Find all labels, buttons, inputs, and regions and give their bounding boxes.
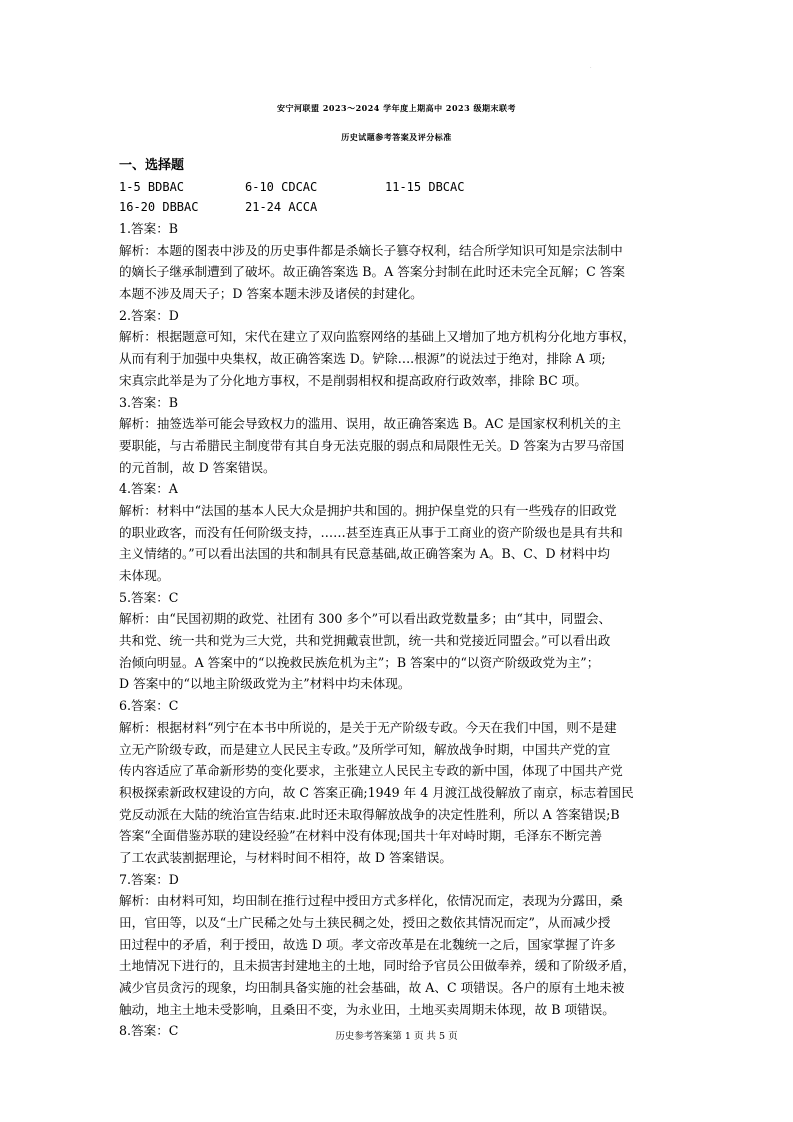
scan-dot: · (590, 65, 592, 71)
body-line: 1.答案：B (119, 221, 179, 236)
body-line: 的嫡长子继承制遭到了破坏。故正确答案选 B。A 答案分封制在此时还未完全瓦解；C 答案 (119, 264, 625, 280)
body-line: 减少官员贪污的现象，均田制具备实施的社会基础，故 A、C 项错误。各户的原有土地未被 (119, 980, 625, 996)
body-line: 2.答案：D (119, 307, 179, 323)
body-line: 党反动派在大陆的统治宣告结束.此时还未取得解放战争的决定性胜利，所以 A 答案错误;B (119, 806, 620, 822)
section-heading: 一、选择题 (119, 158, 185, 173)
body-line: 治倾向明显。A 答案中的“以挽救民族危机为主”；B 答案中的“以资产阶级政党为主”； (119, 654, 600, 670)
body-line: 6.答案：C (119, 698, 179, 714)
document-subtitle: 历史试题参考答案及评分标准 (341, 132, 452, 142)
body-line: 田过程中的矛盾，利于授田，故选 D 项。孝文帝改革是在北魏统一之后，国家掌握了许多 (119, 936, 616, 952)
body-line: 宋真宗此举是为了分化地方事权，不是削弱相权和提高政府行政效率，排除 BC 项。 (119, 372, 587, 388)
body-line: 答案“全面借鉴苏联的建设经验”在材料中没有体现;国共十年对峙时期，毛泽东不断完善 (119, 828, 603, 844)
body-line: 从而有利于加强中央集权，故正确答案选 D。铲除….根源”的说法过于绝对，排除 A 项; (119, 351, 606, 367)
body-line: 积极探索新政权建设的方向，故 C 答案正确;1949 年 4 月渡江战役解放了南京，标志着国民 (119, 784, 634, 800)
body-line: 触动，地主土地未受影响，且桑田不变，为永业田，土地买卖周期未体现，故 B 项错误。 (119, 1001, 615, 1017)
answer-key-cell: 21-24 ACCA (245, 200, 318, 214)
body-line: 7.答案：D (119, 871, 179, 887)
body-line: 土地情况下进行的，且未损害封建地主的土地，同时给予官员公田做奉养，缓和了阶级矛盾， (119, 958, 636, 974)
body-line: 主义情绪的。”可以看出法国的共和制具有民意基础,故正确答案为 A。B、C、D 材料中均 (119, 546, 611, 562)
body-line: 要职能，与古希腊民主制度带有其自身无法克服的弱点和局限性无关。D 答案为古罗马帝国 (119, 437, 625, 453)
body-line: 解析：由材料可知，均田制在推行过程中授田方式多样化，依情况而定，表现为分露田，桑 (119, 893, 623, 909)
body-line: 田，官田等，以及“土广民稀之处与土狭民稠之处，授田之数依其情况而定”，从而减少授 (119, 915, 611, 930)
body-line: 本题不涉及周天子；D 答案本题未涉及诸侯的封建化。 (119, 286, 423, 302)
body-line: 共和党、统一共和党为三大党，共和党拥戴袁世凯，统一共和党接近同盟会。”可以看出政 (119, 633, 611, 649)
body-line: 未体现。 (119, 568, 170, 583)
body-line: 的元首制，故 D 答案错误。 (119, 459, 276, 475)
body-line: D 答案中的“以地主阶级政党为主”材料中均未体现。 (119, 676, 411, 692)
body-line: 5.答案：C (119, 589, 179, 605)
body-line: 4.答案：A (119, 481, 178, 497)
answer-key-cell: 11-15 DBCAC (385, 180, 465, 194)
body-line: 解析：本题的图表中涉及的历史事件都是杀嫡长子篡夺权利，结合所学知识可知是宗法制中 (119, 242, 623, 258)
body-line: 传内容适应了革命新形势的变化要求，主张建立人民民主专政的新中国，体现了中国共产党 (119, 763, 623, 779)
body-line: 的职业政客，而没有任何阶级支持，……甚至连真正从事于工商业的资产阶级也是具有共和 (119, 524, 623, 540)
body-line: 解析：根据材料“列宁在本书中所说的，是关于无产阶级专政。今天在我们中国，则不是建 (119, 719, 617, 735)
body-line: 解析：材料中“法国的基本人民大众是拥护共和国的。拥护保皇党的只有一些残存的旧政党 (119, 502, 617, 518)
answer-key-cell: 6-10 CDCAC (245, 180, 318, 194)
document-title: 安宁河联盟 2023～2024 学年度上期高中 2023 级期末联考 (277, 103, 516, 113)
body-line: 立无产阶级专政，而是建立人民民主专政。”及所学可知，解放战争时期，中国共产党的宣 (119, 741, 611, 757)
answer-explanations (119, 218, 676, 1042)
body-line: 8.答案：C (119, 1023, 179, 1039)
body-line: 解析：根据题意可知，宋代在建立了双向监察网络的基础上又增加了地方机构分化地方事权， (119, 329, 636, 345)
body-line: 3.答案：B (119, 394, 179, 410)
answer-key-cell: 16-20 DBBAC (119, 200, 199, 214)
body-line: 了工农武装割据理论，与材料时间不相符，故 D 答案错误。 (119, 849, 452, 865)
page-footer: 历史参考答案第 1 页 共 5 页 (335, 1031, 458, 1042)
body-line: 解析：由“民国初期的政党、社团有 300 多个”可以看出政党数量多；由“其中，同盟会、 (119, 611, 612, 627)
body-line: 解析：抽签选举可能会导致权力的滥用、误用，故正确答案选 B。AC 是国家权利机关的主 (119, 416, 621, 432)
answer-key-cell: 1-5 BDBAC (119, 180, 185, 194)
